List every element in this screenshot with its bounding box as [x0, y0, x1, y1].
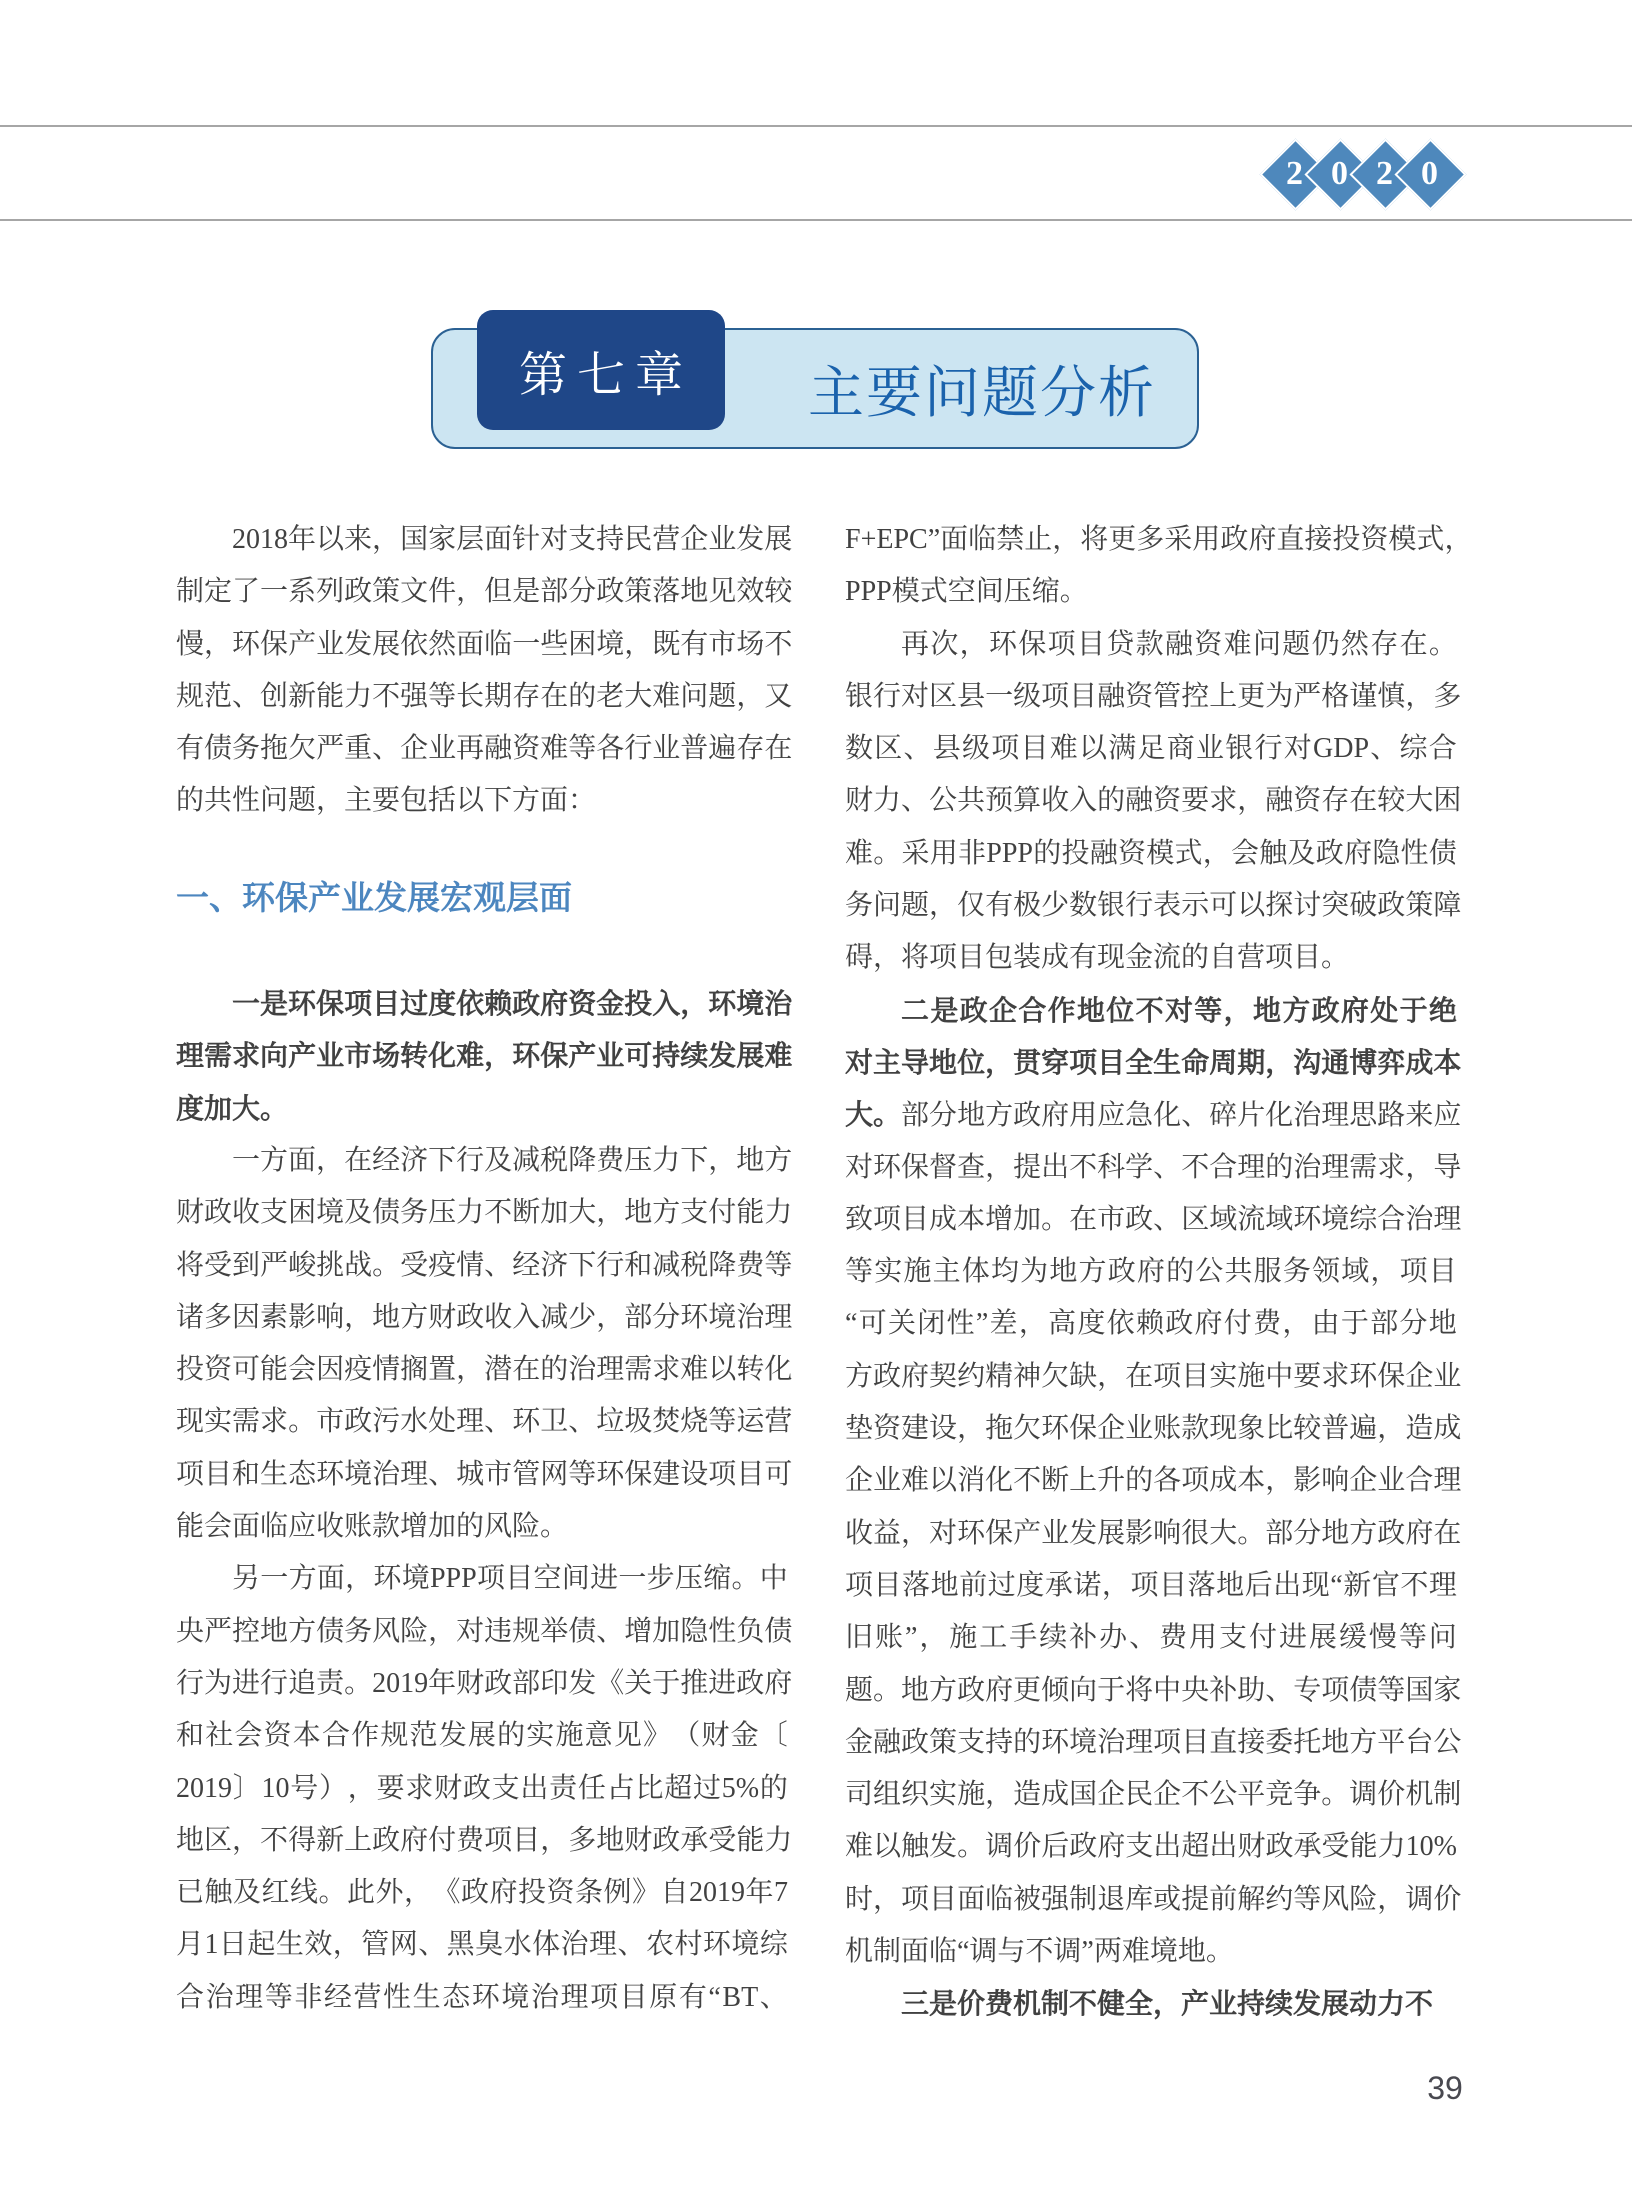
- text-line: 有 债 务 拖 欠 严 重 、 企 业 再 融 资 难 等 各 行 业 普 遍 存 在: [176, 733, 793, 765]
- year-logo: [1261, 140, 1461, 207]
- text-line: 碍，将项目包装成有现金流的自营项目。: [845, 942, 1350, 974]
- text-line: 司 组 织 实 施 ， 造 成 国 企 民 企 不 公 平 竞 争 。 调 价 机 制: [845, 1779, 1462, 1811]
- text-line: 二 是 政 企 合 作 地 位 不 对 等 ， 地 方 政 府 处 于 绝: [901, 994, 1457, 1026]
- year-diamond-icon: 0: [1396, 140, 1463, 207]
- chapter-title: [808, 328, 1156, 449]
- paragraph: [845, 985, 1462, 1979]
- text-line: F+EPC ” 面 临 禁 止 ， 将 更 多 采 用 政 府 直 接 投 资 模 式 ，: [845, 524, 1473, 555]
- text-line: 理 需 求 向 产 业 市 场 转 化 难 ， 环 保 产 业 可 持 续 发 展 难: [176, 1040, 793, 1072]
- text-line: 诸 多 因 素 影 响 ， 地 方 财 政 收 入 减 少 ， 部 分 环 境 治 理: [176, 1301, 793, 1333]
- text-line: 将 受 到 严 峻 挑 战 。 受 疫 情 、 经 济 下 行 和 减 税 降 费 等: [176, 1249, 793, 1281]
- text-line: 项 目 落 地 前 过 度 承 诺 ， 项 目 落 地 后 出 现 “ 新 官 不 理: [845, 1569, 1457, 1601]
- text-line: 一 是 环 保 项 目 过 度 依 赖 政 府 资 金 投 入 ， 环 境 治: [232, 988, 793, 1020]
- paragraph: [176, 514, 793, 828]
- text-line: PPP模式空间压缩。: [845, 576, 1088, 608]
- year-diamond-icon: 2: [1261, 140, 1328, 207]
- text-line: 慢 ， 环 保 产 业 发 展 依 然 面 临 一 些 困 境 ， 既 有 市 场 不: [176, 628, 793, 660]
- text-line: 务 问 题 ， 仅 有 极 少 数 银 行 表 示 可 以 探 讨 突 破 政 策 障: [845, 890, 1462, 922]
- text-line: 项 目 和 生 态 环 境 治 理 、 城 市 管 网 等 环 保 建 设 项 目 可: [176, 1458, 793, 1490]
- header-rule-bottom: [0, 219, 1632, 221]
- text-line: 等 实 施 主 体 均 为 地 方 政 府 的 公 共 服 务 领 域 ， 项 目: [845, 1256, 1457, 1288]
- text-line: 三是价费机制不健全，产业持续发展动力不: [901, 1988, 1434, 2020]
- text-line: 对 主 导 地 位 ， 贯 穿 项 目 全 生 命 周 期 ， 沟 通 博 弈 成 本: [845, 1046, 1462, 1078]
- text-line: 财 力 、 公 共 预 算 收 入 的 融 资 要 求 ， 融 资 存 在 较 大 困: [845, 785, 1462, 817]
- header-rule-top: [0, 125, 1632, 127]
- text-line: 一 方 面 ， 在 经 济 下 行 及 减 税 降 费 压 力 下 ， 地 方: [232, 1144, 793, 1176]
- text-line: 题 。 地 方 政 府 更 倾 向 于 将 中 央 补 助 、 专 项 债 等 国 家: [845, 1674, 1462, 1706]
- year-diamond-icon: 2: [1351, 140, 1418, 207]
- text-line: 行 为 进 行 追 责 。 2019 年 财 政 部 印 发 《 关 于 推 进 政 府: [176, 1667, 793, 1699]
- paragraph: [845, 619, 1462, 985]
- body-column-right: [845, 514, 1473, 2031]
- text-line: 致 项 目 成 本 增 加 。 在 市 政 、 区 域 流 域 环 境 综 合 治 理: [845, 1203, 1462, 1235]
- chapter-tab-label: 第七章: [518, 348, 693, 402]
- text-line: 的共性问题，主要包括以下方面：: [176, 785, 597, 817]
- text-line: 机制面临“调与不调”两难境地。: [845, 1936, 1234, 1968]
- text-line: 央 严 控 地 方 债 务 风 险 ， 对 违 规 举 债 、 增 加 隐 性 负 债: [176, 1615, 793, 1647]
- text-line: 再 次 ， 环 保 项 目 贷 款 融 资 难 问 题 仍 然 存 在 。: [901, 628, 1457, 660]
- text-line: 合 治 理 等 非 经 营 性 生 态 环 境 治 理 项 目 原 有 “ BT 、: [176, 1981, 788, 2013]
- text-line: 能会面临应收账款增加的风险。: [176, 1511, 569, 1543]
- text-line: 2019 〕 10 号 ） ， 要 求 财 政 支 出 责 任 占 比 超 过 5% 的: [176, 1772, 788, 1804]
- text-line: 已 触 及 红 线 。 此 外 ， 《 政 府 投 资 条 例 》 自 2019 年 7: [176, 1877, 788, 1909]
- text-line: 银 行 对 区 县 一 级 项 目 融 资 管 控 上 更 为 严 格 谨 慎 ， 多: [845, 680, 1462, 712]
- page-number: 39: [1427, 2070, 1463, 2106]
- year-diamond-icon: 0: [1306, 140, 1373, 207]
- text-line: 制 定 了 一 系 列 政 策 文 件 ， 但 是 部 分 政 策 落 地 见 效 较: [176, 576, 793, 608]
- text-line: 对 环 保 督 查 ， 提 出 不 科 学 、 不 合 理 的 治 理 需 求 ， 导: [845, 1151, 1462, 1183]
- text-line: 度加大。: [176, 1092, 289, 1124]
- text-line: 旧 账 ” ， 施 工 手 续 补 办 、 费 用 支 付 进 展 缓 慢 等 问: [845, 1622, 1457, 1654]
- paragraph: [176, 1135, 793, 1553]
- paragraph: [176, 1553, 793, 2024]
- text-line: 2018 年 以 来 ， 国 家 层 面 针 对 支 持 民 营 企 业 发 展: [232, 524, 793, 555]
- text-line: 时 ， 项 目 面 临 被 强 制 退 库 或 提 前 解 约 等 风 险 ， 调 价: [845, 1883, 1462, 1915]
- section-heading: 一、环保产业发展宏观层面: [176, 878, 572, 916]
- text-line: 垫 资 建 设 ， 拖 欠 环 保 企 业 账 款 现 象 比 较 普 遍 ， 造 成: [845, 1413, 1462, 1445]
- chapter-tab: [477, 310, 725, 430]
- text-line: 难 。 采 用 非 PPP 的 投 融 资 模 式 ， 会 触 及 政 府 隐 性 债: [845, 837, 1457, 869]
- text-line: 和 社 会 资 本 合 作 规 范 发 展 的 实 施 意 见 》 （ 财 金 〔: [176, 1720, 788, 1752]
- text-line: “ 可 关 闭 性 ” 差 ， 高 度 依 赖 政 府 付 费 ， 由 于 部 分 地: [845, 1308, 1457, 1340]
- text-line: 现 实 需 求 。 市 政 污 水 处 理 、 环 卫 、 垃 圾 焚 烧 等 运 营: [176, 1406, 793, 1438]
- chapter-title-text: 主要问题分析: [808, 360, 1156, 424]
- text-line: 收 益 ， 对 环 保 产 业 发 展 影 响 很 大 。 部 分 地 方 政 府 在: [845, 1517, 1462, 1549]
- text-line: 金 融 政 策 支 持 的 环 境 治 理 项 目 直 接 委 托 地 方 平 台 公: [845, 1726, 1462, 1758]
- text-line: 另 一 方 面 ， 环 境 PPP 项 目 空 间 进 一 步 压 缩 。 中: [232, 1563, 788, 1595]
- text-line: 规 范 、 创 新 能 力 不 强 等 长 期 存 在 的 老 大 难 问 题 ， 又: [176, 680, 793, 712]
- text-line: 地 区 ， 不 得 新 上 政 府 付 费 项 目 ， 多 地 财 政 承 受 能 力: [176, 1824, 793, 1856]
- text-line: 投 资 可 能 会 因 疫 情 搁 置 ， 潜 在 的 治 理 需 求 难 以 转 化: [176, 1354, 793, 1386]
- paragraph: [176, 978, 793, 1135]
- text-line: 数 区 、 县 级 项 目 难 以 满 足 商 业 银 行 对 GDP 、 综 合: [845, 733, 1457, 765]
- text-line: 企 业 难 以 消 化 不 断 上 升 的 各 项 成 本 ， 影 响 企 业 合 理: [845, 1465, 1462, 1497]
- text-line: 大 。 部 分 地 方 政 府 用 应 急 化 、 碎 片 化 治 理 思 路 来 应: [845, 1099, 1462, 1132]
- text-line: 财 政 收 支 困 境 及 债 务 压 力 不 断 加 大 ， 地 方 支 付 能 力: [176, 1197, 793, 1229]
- text-line: 难 以 触 发 。 调 价 后 政 府 支 出 超 出 财 政 承 受 能 力 10%: [845, 1831, 1457, 1863]
- body-column-left: [176, 514, 793, 2024]
- paragraph: [845, 1978, 1457, 2030]
- text-line: 方 政 府 契 约 精 神 欠 缺 ， 在 项 目 实 施 中 要 求 环 保 企 业: [845, 1360, 1462, 1392]
- text-line: 月 1 日 起 生 效 ， 管 网 、 黑 臭 水 体 治 理 、 农 村 环 境 综: [176, 1929, 788, 1961]
- paragraph: [845, 514, 1473, 619]
